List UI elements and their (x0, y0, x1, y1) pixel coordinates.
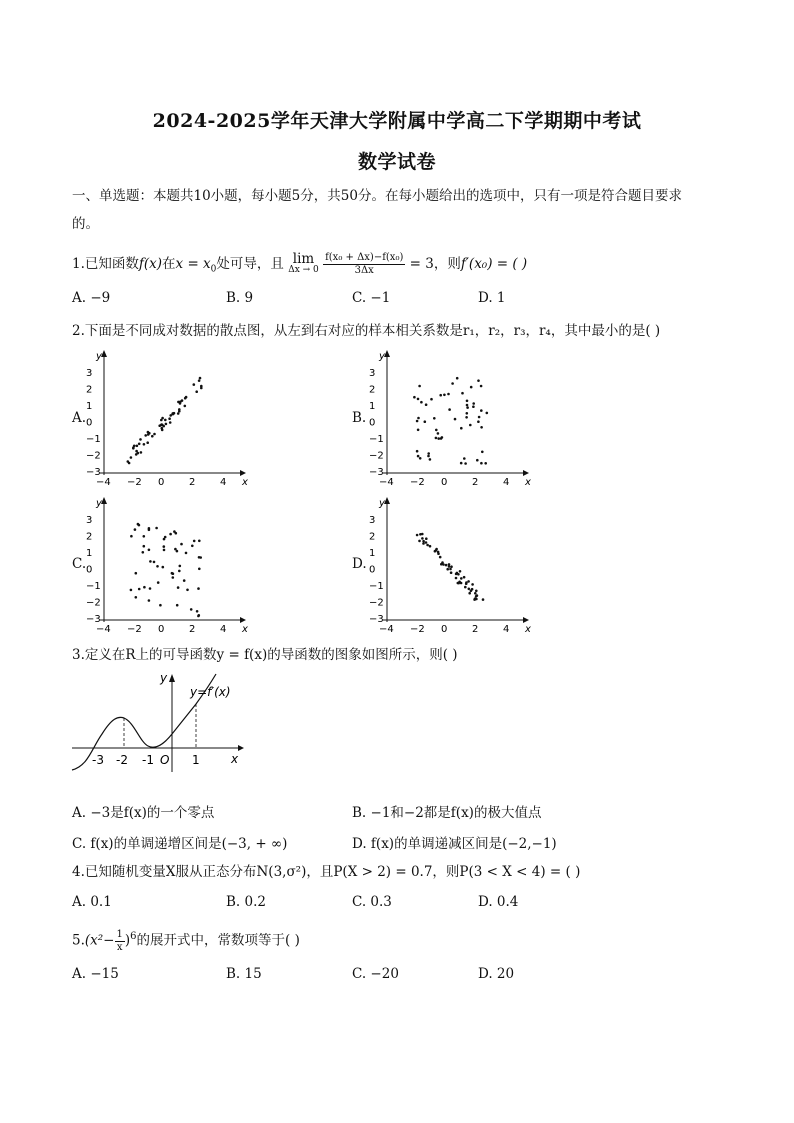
q5-fraction (115, 929, 125, 954)
scatter-point (466, 404, 469, 407)
scatter-point (177, 412, 180, 415)
scatter-point (190, 608, 193, 611)
scatter-point (439, 394, 442, 397)
scatter-point (480, 426, 483, 429)
graph-x-label: x (231, 752, 239, 766)
scatter-point (477, 379, 480, 382)
frac-den: 3Δx (354, 265, 374, 276)
scatter-point (135, 596, 138, 599)
scatter-point (435, 429, 438, 432)
scatter-point (134, 528, 137, 531)
scatter-point (157, 581, 160, 584)
scatter-point (460, 577, 463, 580)
scatter-point (198, 540, 201, 543)
scatter-point (437, 552, 440, 555)
y-tick-label: −3 (369, 614, 384, 625)
scatter-point (437, 437, 440, 440)
scatter-point (146, 441, 149, 444)
scatter-point (461, 392, 464, 395)
scatter-point (480, 462, 483, 465)
scatter-point (163, 549, 166, 552)
scatter-point (179, 565, 182, 568)
q1-eq3: = 3，则 (409, 256, 461, 272)
scatter-point (128, 462, 131, 465)
scatter-point (426, 544, 429, 547)
scatter-point (169, 533, 172, 536)
scatter-point (466, 400, 469, 403)
scatter-point (137, 452, 140, 455)
q1-sub0: 0 (210, 264, 217, 275)
scatter-point (481, 451, 484, 454)
scatter-point (477, 420, 480, 423)
q1-fraction (323, 252, 405, 277)
scatter-point (147, 433, 150, 436)
x-tick-label: −4 (379, 477, 394, 485)
scatter-point (422, 542, 425, 545)
scatter-point (455, 577, 458, 580)
scatter-point (454, 418, 457, 421)
scatter-point (156, 565, 159, 568)
scatter-point (147, 431, 150, 434)
scatter-point (197, 615, 200, 618)
q5-option-d[interactable]: D. 20 (478, 966, 515, 982)
scatter-point (144, 434, 147, 437)
x-tick-label: 0 (158, 477, 165, 485)
scatter-point (193, 383, 196, 386)
scatter-point (177, 586, 180, 589)
scatter-point (449, 568, 452, 571)
q1-mid1: 在 (162, 256, 176, 272)
graph-origin: O (160, 753, 170, 767)
derivative-graph (68, 668, 248, 778)
q4-option-d[interactable]: D. 0.4 (478, 894, 519, 910)
scatter-point (148, 599, 151, 602)
scatter-point (445, 564, 448, 567)
scatter-point (463, 576, 466, 579)
scatter-point (417, 429, 420, 432)
y-tick-label: 3 (86, 368, 93, 379)
plot-d-label[interactable]: D. (352, 556, 367, 572)
scatter-point (130, 589, 133, 592)
plot-a-label[interactable]: A. (72, 410, 87, 426)
scatter-point (447, 393, 450, 396)
y-tick-label: 3 (86, 515, 93, 526)
q5-expr: (x²− (84, 932, 115, 949)
question-5: 5.(x²− $\frac{1}{x}$ )$^6$的展开式中，常数项等于( ) (72, 928, 300, 953)
section-intro-line2: 的。 (72, 216, 99, 232)
x-tick-label: 2 (189, 624, 196, 632)
scatter-point (172, 572, 175, 575)
question-1 (72, 252, 527, 280)
scatter-point (164, 419, 167, 422)
scatter-point (143, 545, 146, 548)
scatter-point (441, 561, 444, 564)
scatter-point (451, 382, 454, 385)
y-axis-label: y (96, 498, 102, 509)
scatter-point (172, 412, 175, 415)
x-tick-label: −2 (410, 477, 425, 485)
scatter-point (450, 571, 453, 574)
scatter-plot-b (365, 345, 535, 485)
question-4: 4.已知随机变量X服从正态分布N(3,σ²)，且P(X > 2) = 0.7，则P(3 < X < 4) = ( ) (72, 864, 581, 880)
y-tick-label: 0 (369, 564, 376, 576)
scatter-point (159, 604, 162, 607)
scatter-point (475, 590, 478, 593)
q4-option-b[interactable]: B. 0.2 (226, 894, 266, 910)
q5-frac-den: x (116, 941, 123, 953)
y-tick-label: 0 (369, 417, 376, 429)
scatter-point (143, 535, 146, 538)
scatter-point (197, 587, 200, 590)
scatter-point (439, 556, 442, 559)
scatter-point (421, 537, 424, 540)
scatter-point (149, 560, 152, 563)
scatter-point (472, 405, 475, 408)
scatter-point (168, 417, 171, 420)
y-tick-label: 0 (86, 417, 93, 429)
scatter-point (417, 398, 420, 401)
y-tick-label: 2 (86, 531, 93, 543)
scatter-point (176, 604, 179, 607)
q5-option-c[interactable]: C. −20 (352, 966, 399, 982)
x-tick-label: 4 (503, 624, 510, 632)
x-tick-label: 2 (189, 477, 196, 485)
scatter-plot-a (82, 345, 252, 485)
scatter-point (457, 573, 460, 576)
scatter-point (425, 541, 428, 544)
question-2: 2.下面是不同成对数据的散点图，从左到右对应的样本相关系数是r₁，r₂，r₃，r₄，其中最小的是( ) (72, 323, 661, 339)
scatter-point (140, 451, 143, 454)
scatter-point (181, 399, 184, 402)
q3-option-a[interactable]: A. −3是f(x)的一个零点 (72, 805, 215, 821)
scatter-point (169, 421, 172, 424)
scatter-point (459, 570, 462, 573)
scatter-point (456, 377, 459, 380)
x-axis-arrow (240, 470, 246, 476)
x-axis-arrow (240, 617, 246, 623)
scatter-point (198, 379, 201, 382)
section-intro-line1: 一、单选题：本题共10小题，每小题5分，共50分。在每小题给出的选项中，只有一项是符合题目要求 (72, 188, 682, 204)
scatter-point (435, 437, 438, 440)
scatter-point (472, 402, 475, 405)
graph-curve-label: y=f′(x) (190, 685, 231, 699)
scatter-point (448, 563, 451, 566)
scatter-point (191, 545, 194, 548)
scatter-point (186, 589, 189, 592)
q4-option-a[interactable]: A. 0.1 (72, 894, 112, 910)
scatter-point (133, 445, 136, 448)
x-tick-label: 0 (158, 624, 165, 632)
scatter-point (466, 412, 469, 415)
scatter-point (130, 535, 133, 538)
q4-option-c[interactable]: C. 0.3 (352, 894, 392, 910)
scatter-point (416, 534, 419, 537)
scatter-point (440, 437, 443, 440)
q3-option-d[interactable]: D. f(x)的单调递减区间是(−2,−1) (352, 836, 557, 852)
y-tick-label: −1 (369, 434, 384, 445)
scatter-point (420, 401, 423, 404)
plot-b-label[interactable]: B. (352, 410, 367, 426)
graph-y-label: y (160, 671, 168, 685)
q1-mid2: 处可导，且 (216, 256, 284, 272)
scatter-point (163, 545, 166, 548)
lim-sub: Δx → 0 (288, 264, 319, 275)
q5-power: 6 (130, 931, 137, 942)
graph-tick-neg3: -3 (92, 753, 104, 767)
scatter-point (478, 416, 481, 419)
y-tick-label: −2 (86, 450, 101, 462)
scatter-point (480, 385, 483, 388)
y-tick-label: −2 (86, 597, 101, 609)
scatter-point (143, 443, 146, 446)
scatter-point (185, 552, 188, 555)
scatter-point (480, 409, 483, 412)
scatter-point (469, 424, 472, 427)
scatter-point (460, 462, 463, 465)
y-tick-label: −3 (86, 614, 101, 625)
x-tick-label: −4 (96, 624, 111, 632)
scatter-point (467, 580, 470, 583)
scatter-point (419, 457, 422, 460)
scatter-point (200, 385, 203, 388)
y-tick-label: −3 (369, 467, 384, 478)
scatter-point (471, 583, 474, 586)
scatter-point (175, 532, 178, 535)
y-tick-label: 3 (369, 368, 376, 379)
q1-option-a[interactable]: A. −9 (72, 290, 111, 306)
x-tick-label: −4 (96, 477, 111, 485)
scatter-point (470, 386, 473, 389)
scatter-point (425, 403, 428, 406)
x-tick-label: −2 (410, 624, 425, 632)
q1-prefix: 1.已知函数 (72, 256, 139, 272)
scatter-point (148, 549, 151, 552)
scatter-point (135, 572, 138, 575)
q5-text: 的展开式中，常数项等于( ) (136, 932, 300, 949)
y-tick-label: 1 (369, 548, 376, 559)
y-axis-label: y (379, 351, 385, 362)
y-tick-label: 1 (86, 401, 93, 412)
scatter-point (430, 398, 433, 401)
x-axis-label: x (525, 624, 531, 632)
scatter-point (148, 527, 151, 530)
scatter-point (418, 540, 421, 543)
x-tick-label: 0 (441, 624, 448, 632)
scatter-point (138, 588, 141, 591)
scatter-point (180, 543, 183, 546)
scatter-point (421, 533, 424, 536)
scatter-point (475, 598, 478, 601)
x-tick-label: −4 (379, 624, 394, 632)
x-tick-label: 4 (503, 477, 510, 485)
scatter-point (199, 556, 202, 559)
scatter-point (172, 576, 175, 579)
q3-option-c[interactable]: C. f(x)的单调递增区间是(−3, + ∞) (72, 836, 288, 852)
scatter-point (195, 390, 198, 393)
scatter-point (142, 551, 145, 554)
y-tick-label: 2 (86, 384, 93, 396)
q5-expr-end: ) (124, 932, 131, 949)
scatter-point (427, 455, 430, 458)
y-tick-label: 1 (369, 401, 376, 412)
scatter-point (474, 592, 477, 595)
scatter-point (427, 452, 430, 455)
q1-fx: f(x) (138, 256, 163, 272)
scatter-point (139, 438, 142, 441)
scatter-point (470, 589, 473, 592)
y-tick-label: 1 (86, 548, 93, 559)
exam-subtitle: 数学试卷 (357, 151, 436, 173)
y-tick-label: −1 (86, 434, 101, 445)
q1-option-b[interactable]: B. 9 (226, 290, 254, 306)
scatter-point (460, 427, 463, 430)
q1-option-c[interactable]: C. −1 (352, 290, 391, 306)
scatter-point (162, 566, 165, 569)
scatter-point (446, 568, 449, 571)
q1-fprime: f′(x₀) = ( ) (460, 256, 528, 272)
graph-tick-neg1: -1 (142, 753, 154, 767)
scatter-point (465, 581, 468, 584)
scatter-point (161, 424, 164, 427)
y-tick-label: −1 (86, 581, 101, 592)
scatter-plot-c (82, 492, 252, 632)
x-axis-arrow (523, 617, 529, 623)
x-tick-label: 2 (472, 624, 479, 632)
scatter-point (184, 397, 187, 400)
scatter-point (176, 550, 179, 553)
x-axis-label: x (525, 477, 531, 485)
graph-tick-neg2: -2 (116, 753, 128, 767)
scatter-point (422, 540, 425, 543)
q5-frac-num: 1 (116, 928, 123, 940)
scatter-point (435, 548, 438, 551)
scatter-point (484, 462, 487, 465)
scatter-point (151, 435, 154, 438)
q1-limit (288, 250, 319, 276)
q1-xeq: x = x (175, 256, 211, 272)
scatter-point (196, 610, 199, 613)
scatter-point (463, 457, 466, 460)
scatter-point (450, 565, 453, 568)
scatter-point (476, 459, 479, 462)
y-tick-label: 2 (369, 531, 376, 543)
scatter-point (161, 417, 164, 420)
y-tick-label: 2 (369, 384, 376, 396)
scatter-point (143, 586, 146, 589)
scatter-point (448, 408, 451, 411)
scatter-point (177, 401, 180, 404)
scatter-point (138, 443, 141, 446)
x-axis-label: x (242, 477, 248, 485)
scatter-plot-d (365, 492, 535, 632)
scatter-point (429, 545, 432, 548)
scatter-point (464, 462, 467, 465)
x-tick-label: −2 (127, 477, 142, 485)
y-axis-label: y (379, 498, 385, 509)
scatter-point (468, 588, 471, 591)
scatter-point (475, 595, 478, 598)
x-tick-label: 4 (220, 624, 227, 632)
scatter-point (468, 592, 471, 595)
scatter-point (457, 582, 460, 585)
scatter-point (138, 524, 141, 527)
scatter-point (437, 432, 440, 435)
question-3: 3.定义在R上的可导函数y = f(x)的导函数的图象如图所示，则( ) (72, 647, 458, 663)
scatter-point (466, 406, 469, 409)
scatter-point (433, 417, 436, 420)
scatter-point (153, 561, 156, 564)
scatter-point (482, 598, 485, 601)
scatter-point (416, 420, 419, 423)
graph-tick-1: 1 (192, 753, 200, 767)
lim-text: lim (292, 250, 315, 267)
q3-option-b[interactable]: B. −1和−2都是f(x)的极大值点 (352, 805, 542, 821)
scatter-point (199, 377, 202, 380)
scatter-point (183, 579, 186, 582)
scatter-point (443, 394, 446, 397)
scatter-point (418, 385, 421, 388)
scatter-point (429, 458, 432, 461)
frac-num: f(x₀ + Δx)−f(x₀) (325, 252, 404, 263)
plot-c-label[interactable]: C. (72, 556, 87, 572)
scatter-point (178, 570, 181, 573)
q5-option-a[interactable]: A. −15 (72, 966, 119, 982)
scatter-point (165, 423, 168, 426)
scatter-point (184, 405, 187, 408)
scatter-point (424, 420, 427, 423)
scatter-point (416, 450, 419, 453)
q1-option-d[interactable]: D. 1 (478, 290, 506, 306)
scatter-point (130, 456, 133, 459)
scatter-point (155, 527, 158, 530)
y-axis-label: y (96, 351, 102, 362)
x-tick-label: 0 (441, 477, 448, 485)
x-axis-arrow (523, 470, 529, 476)
y-tick-label: −2 (369, 597, 384, 609)
scatter-point (464, 586, 467, 589)
scatter-point (486, 412, 489, 415)
y-tick-label: −2 (369, 450, 384, 462)
scatter-point (413, 396, 416, 399)
scatter-point (193, 540, 196, 543)
scatter-point (153, 433, 156, 436)
y-tick-label: −1 (369, 581, 384, 592)
q5-option-b[interactable]: B. 15 (226, 966, 262, 982)
y-tick-label: 3 (369, 515, 376, 526)
scatter-point (417, 417, 420, 420)
x-tick-label: 4 (220, 477, 227, 485)
scatter-point (425, 537, 428, 540)
scatter-point (136, 445, 139, 448)
scatter-point (465, 416, 468, 419)
scatter-point (149, 587, 152, 590)
scatter-point (178, 408, 181, 411)
scatter-point (161, 429, 164, 432)
y-tick-label: 0 (86, 564, 93, 576)
scatter-point (198, 568, 201, 571)
scatter-point (163, 538, 166, 541)
x-axis-label: x (242, 624, 248, 632)
x-tick-label: 2 (472, 477, 479, 485)
scatter-point (455, 573, 458, 576)
x-tick-label: −2 (127, 624, 142, 632)
exam-title: 2024-2025学年天津大学附属中学高二下学期期中考试 (152, 110, 642, 132)
y-tick-label: −3 (86, 467, 101, 478)
scatter-point (417, 455, 420, 458)
